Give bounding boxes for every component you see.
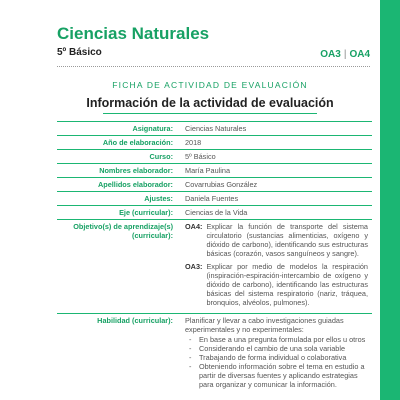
field-value: Ciencias Naturales (181, 122, 372, 136)
field-value: Daniela Fuentes (181, 192, 372, 206)
sheet-label: FICHA DE ACTIVIDAD DE EVALUACIÓN (112, 80, 308, 90)
oa-code: OA4 (349, 49, 370, 60)
list-item: - Obteniendo información sobre el tema en estudio a partir de diversas fuentes y aplicando estrategias para organizar y comunicar la información. (185, 362, 368, 389)
table-row (57, 164, 372, 178)
field-label: Apellidos elaborador: (57, 178, 181, 192)
field-label: Habilidad (curricular): (97, 316, 173, 325)
field-value: 2018 (181, 136, 372, 150)
table-row (57, 150, 372, 164)
oa-separator: | (343, 49, 347, 60)
header-divider (57, 66, 370, 67)
skill-bullet-list (185, 335, 368, 389)
skill-intro: Planificar y llevar a cabo investigaciones guiadas experimentales y no experimentales: (185, 316, 344, 334)
objective-text: Explicar por medio de modelos la respiración (inspiración-espiración-intercambio de oxígeno y dióxido de carbono), identificando las estructuras básicas del sistema respiratorio (nariz, tráquea, bronquios, alvéolos, pulmones). (206, 262, 368, 307)
table-row (57, 136, 372, 150)
field-label: Ajustes: (57, 192, 181, 206)
field-label: Objetivo(s) de aprendizaje(s) (curricular): (57, 220, 181, 314)
field-label: Nombres elaborador: (57, 164, 181, 178)
objectives-cell (181, 220, 372, 314)
info-table (57, 121, 372, 391)
field-value: María Paulina (181, 164, 372, 178)
table-row (57, 206, 372, 220)
table-row (57, 122, 372, 136)
field-label: Curso: (57, 150, 181, 164)
objective-item (185, 262, 368, 307)
field-label: Eje (curricular): (57, 206, 181, 220)
subject-title: Ciencias Naturales (57, 24, 210, 43)
objective-text: Explicar la función de transporte del sistema circulatorio (sustancias alimenticias, oxígeno y dióxido de carbono), identificando sus estructuras básicas (corazón, vasos sanguíneos y sangre). (206, 222, 368, 258)
table-row (57, 314, 372, 392)
grade-label: 5º Básico (57, 47, 102, 58)
list-item: - Trabajando de forma individual o colaborativa (185, 353, 368, 362)
list-item: - En base a una pregunta formulada por ellos u otros (185, 335, 368, 344)
sheet-title: Información de la actividad de evaluación (86, 96, 334, 110)
accent-bar (380, 0, 400, 400)
list-item: - Considerando el cambio de una sola variable (185, 344, 368, 353)
field-value: 5º Básico (181, 150, 372, 164)
objective-code: OA4: (185, 222, 203, 231)
objective-item (185, 222, 368, 258)
field-label: Año de elaboración: (57, 136, 181, 150)
oa-code: OA3 (320, 49, 341, 60)
oa-codes (320, 49, 370, 60)
table-row (57, 192, 372, 206)
objective-code: OA3: (185, 262, 203, 271)
title-underline (103, 113, 317, 114)
table-row (57, 220, 372, 314)
table-row (57, 178, 372, 192)
field-value: Covarrubias González (181, 178, 372, 192)
field-value: Ciencias de la Vida (181, 206, 372, 220)
skill-cell (181, 314, 372, 392)
field-label: Asignatura: (57, 122, 181, 136)
